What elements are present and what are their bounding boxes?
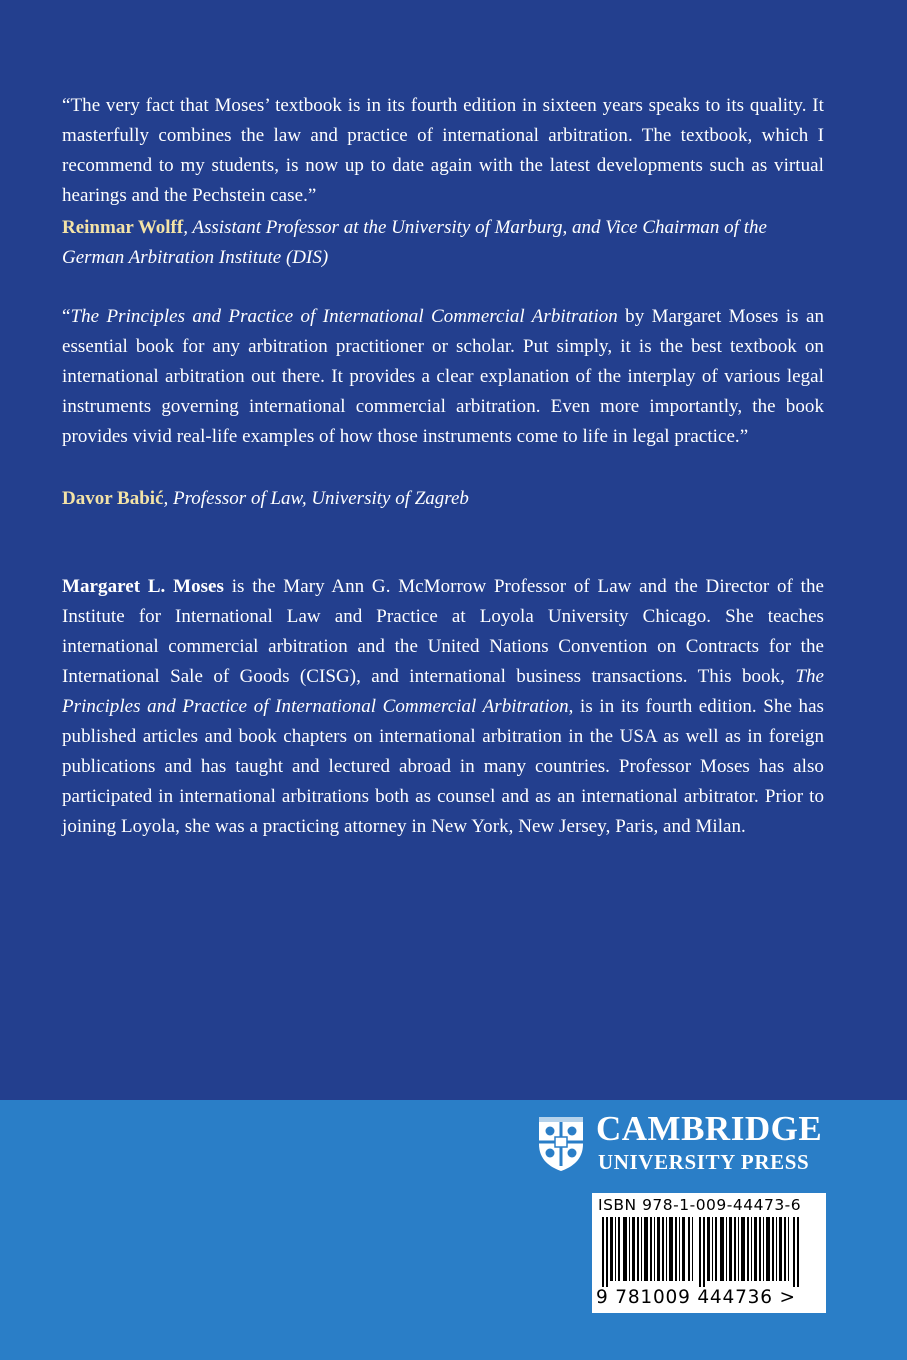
author-name-babic: Davor Babić	[62, 488, 164, 509]
publisher-subtitle: UNIVERSITY PRESS	[598, 1150, 810, 1174]
quote-babic-book-title: The Principles and Practice of International Commercial Arbitration	[70, 306, 618, 327]
publisher-logo	[536, 1109, 826, 1174]
publisher-name: CAMBRIDGE	[596, 1109, 823, 1148]
quote-wolff-text: “The very fact that Moses’ textbook is in its fourth edition in sixteen years speaks to its quality. It masterfully combines the law and practice of international arbitration. The textbook, which I recommend to my students, is now up to date again with the latest developments such as virtual hearings and the Pechstein case.”	[62, 95, 824, 206]
author-bio	[62, 572, 824, 842]
author-affiliation-wolff: , Assistant Professor at the University of Marburg, and Vice Chairman of the German Arbitration Institute (DIS)	[62, 217, 767, 268]
quote-wolff-attribution	[62, 213, 824, 273]
author-name-wolff: Reinmar Wolff	[62, 217, 184, 238]
quote-wolff	[62, 91, 824, 211]
quote-babic-text: by Margaret Moses is an essential book for any arbitration practitioner or scholar. Put simply, it is the best textbook on international arbitration out there. It provides a clear explanation of the interplay of various legal instruments governing international commercial arbitration. Even more importantly, the book provides vivid real-life examples of how those instruments come to life in legal practice.”	[62, 306, 824, 447]
quote-babic	[62, 302, 824, 452]
bio-book-title: The Principles and Practice of International Commercial Arbitration	[62, 666, 824, 717]
isbn-barcode	[592, 1193, 826, 1313]
barcode-bars-icon	[596, 1217, 806, 1287]
bio-author-name: Margaret L. Moses	[62, 576, 224, 597]
bio-text-part1: is the Mary Ann G. McMorrow Professor of Law and the Director of the Institute for International Law and Practice at Loyola University Chicago. She teaches international commercial arbitration and the United Nations Convention on Contracts for the International Sale of Goods (CISG), and international business transactions. This book,	[62, 576, 824, 687]
bio-text-part2: , is in its fourth edition. She has published articles and book chapters on international arbitration in the USA as well as in foreign publications and has taught and lectured abroad in many countries. Professor Moses has also participated in international arbitrations both as counsel and as an international arbitrator. Prior to joining Loyola, she was a practicing attorney in New York, New Jersey, Paris, and Milan.	[62, 696, 824, 837]
isbn-label: ISBN 978-1-009-44473-6	[598, 1196, 802, 1214]
cambridge-shield-icon	[536, 1114, 586, 1172]
author-affiliation-babic: , Professor of Law, University of Zagreb	[163, 488, 469, 509]
quote-open-mark: “	[62, 306, 71, 327]
quote-babic-attribution	[62, 484, 824, 514]
barcode-digits: 9 781009 444736 >	[596, 1287, 796, 1308]
